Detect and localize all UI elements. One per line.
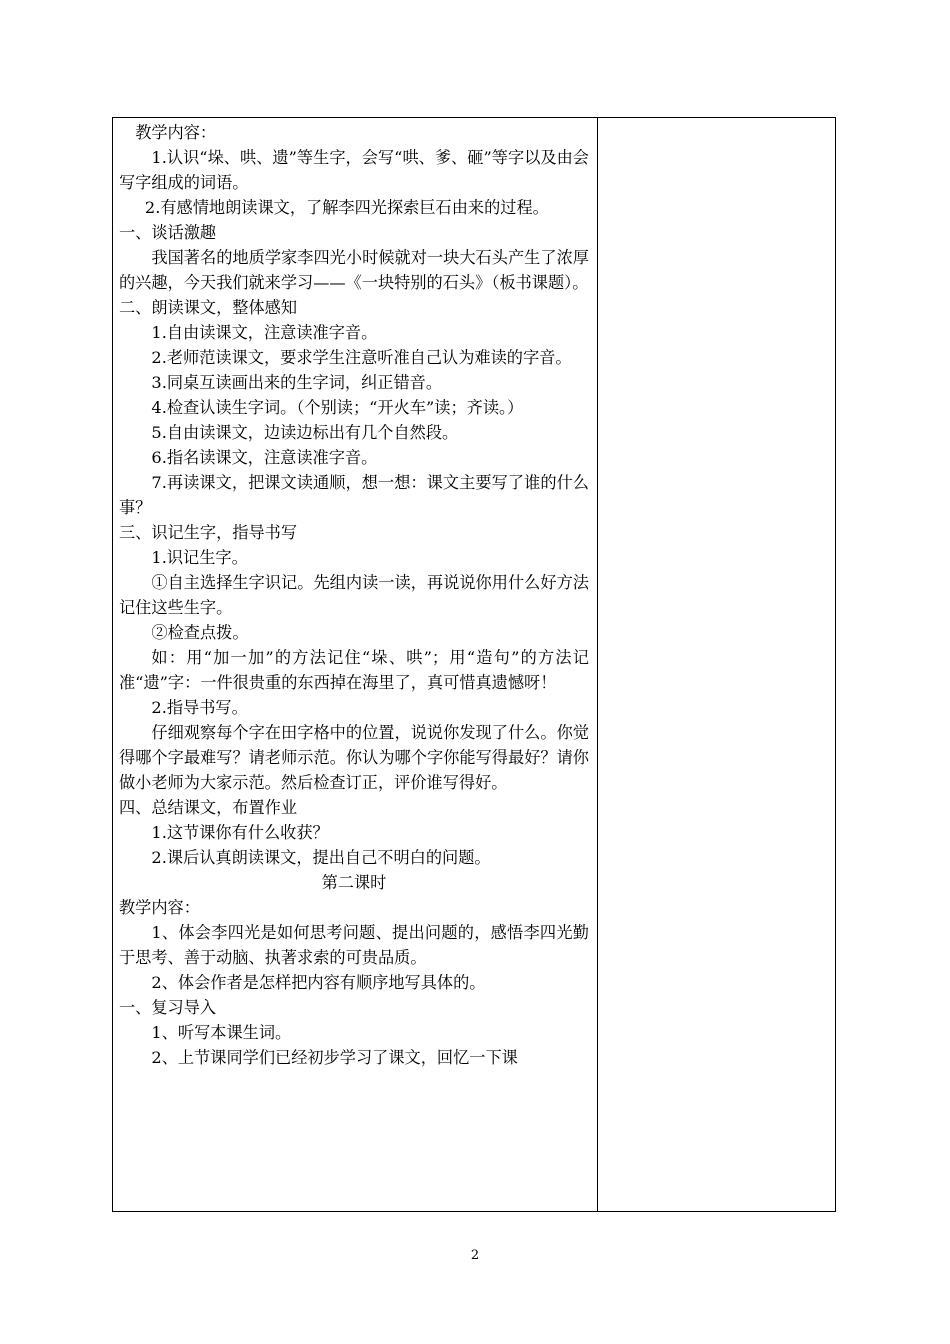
lesson-plan-table [112, 117, 836, 1212]
objective-item: 1、体会李四光是如何思考问题、提出问题的，感悟李四光勤于思考、善于动脑、执著求索的可贵品质。 [119, 923, 589, 967]
step-item: 4.检查认读生字词。（个别读；“开火车”读；齐读。） [151, 398, 524, 417]
paragraph: 仔细观察每个字在田字格中的位置，说说你发现了什么。你觉得哪个字最难写？请老师示范。你认为哪个字你能写得最好？请你做小老师为大家示范。然后检查订正，评价谁写得好。 [119, 723, 589, 792]
section-heading: 二、朗读课文，整体感知 [119, 298, 298, 317]
objective-item: 2.有感情地朗读课文，了解李四光探索巨石由来的过程。 [144, 198, 549, 217]
lesson-content-cell [113, 120, 595, 1070]
step-item: 5.自由读课文，边读边标出有几个自然段。 [151, 423, 459, 442]
content-heading: 教学内容： [119, 898, 200, 917]
step-item: 1.自由读课文，注意读准字音。 [151, 323, 378, 342]
paragraph: 如：用“加一加”的方法记住“垛、哄”；用“造句”的方法记准“遗”字：一件很贵重的东西掉在海里了，真可惜真遗憾呀！ [119, 648, 589, 692]
step-item: 2.指导书写。 [151, 698, 248, 717]
objective-item: 1.认识“垛、哄、遗”等生字，会写“哄、爹、砸”等字以及由会写字组成的词语。 [119, 148, 589, 192]
lesson-session-title: 第二课时 [321, 873, 387, 892]
section-heading: 三、识记生字，指导书写 [119, 523, 298, 542]
step-item: 1.这节课你有什么收获？ [151, 823, 329, 842]
page-number: 2 [470, 1248, 480, 1263]
paragraph: 我国著名的地质学家李四光小时候就对一块大石头产生了浓厚的兴趣，今天我们就来学习——《一块特别的石头》（板书课题）。 [119, 248, 589, 292]
step-item: 6.指名读课文，注意读准字音。 [151, 448, 378, 467]
content-heading: 教学内容： [135, 123, 217, 142]
section-heading: 四、总结课文，布置作业 [119, 798, 298, 817]
step-item: ①自主选择生字识记。先组内读一读，再说说你用什么好方法记住这些生字。 [119, 573, 589, 617]
step-item: ②检查点拨。 [151, 623, 249, 642]
step-item: 2、上节课同学们已经初步学习了课文，回忆一下课 [151, 1048, 518, 1067]
step-item: 2.课后认真朗读课文，提出自己不明白的问题。 [151, 848, 491, 867]
section-heading: 一、复习导入 [119, 998, 217, 1017]
step-item: 7.再读课文，把课文读通顺，想一想：课文主要写了谁的什么事？ [119, 473, 589, 517]
step-item: 1.识记生字。 [151, 548, 248, 567]
section-heading: 一、谈话激趣 [119, 223, 217, 242]
notes-cell [598, 118, 835, 1211]
objective-item: 2、体会作者是怎样把内容有顺序地写具体的。 [151, 973, 486, 992]
step-item: 1、听写本课生词。 [151, 1023, 292, 1042]
step-item: 3.同桌互读画出来的生字词，纠正错音。 [151, 373, 443, 392]
step-item: 2.老师范读课文，要求学生注意听准自己认为难读的字音。 [151, 348, 572, 367]
